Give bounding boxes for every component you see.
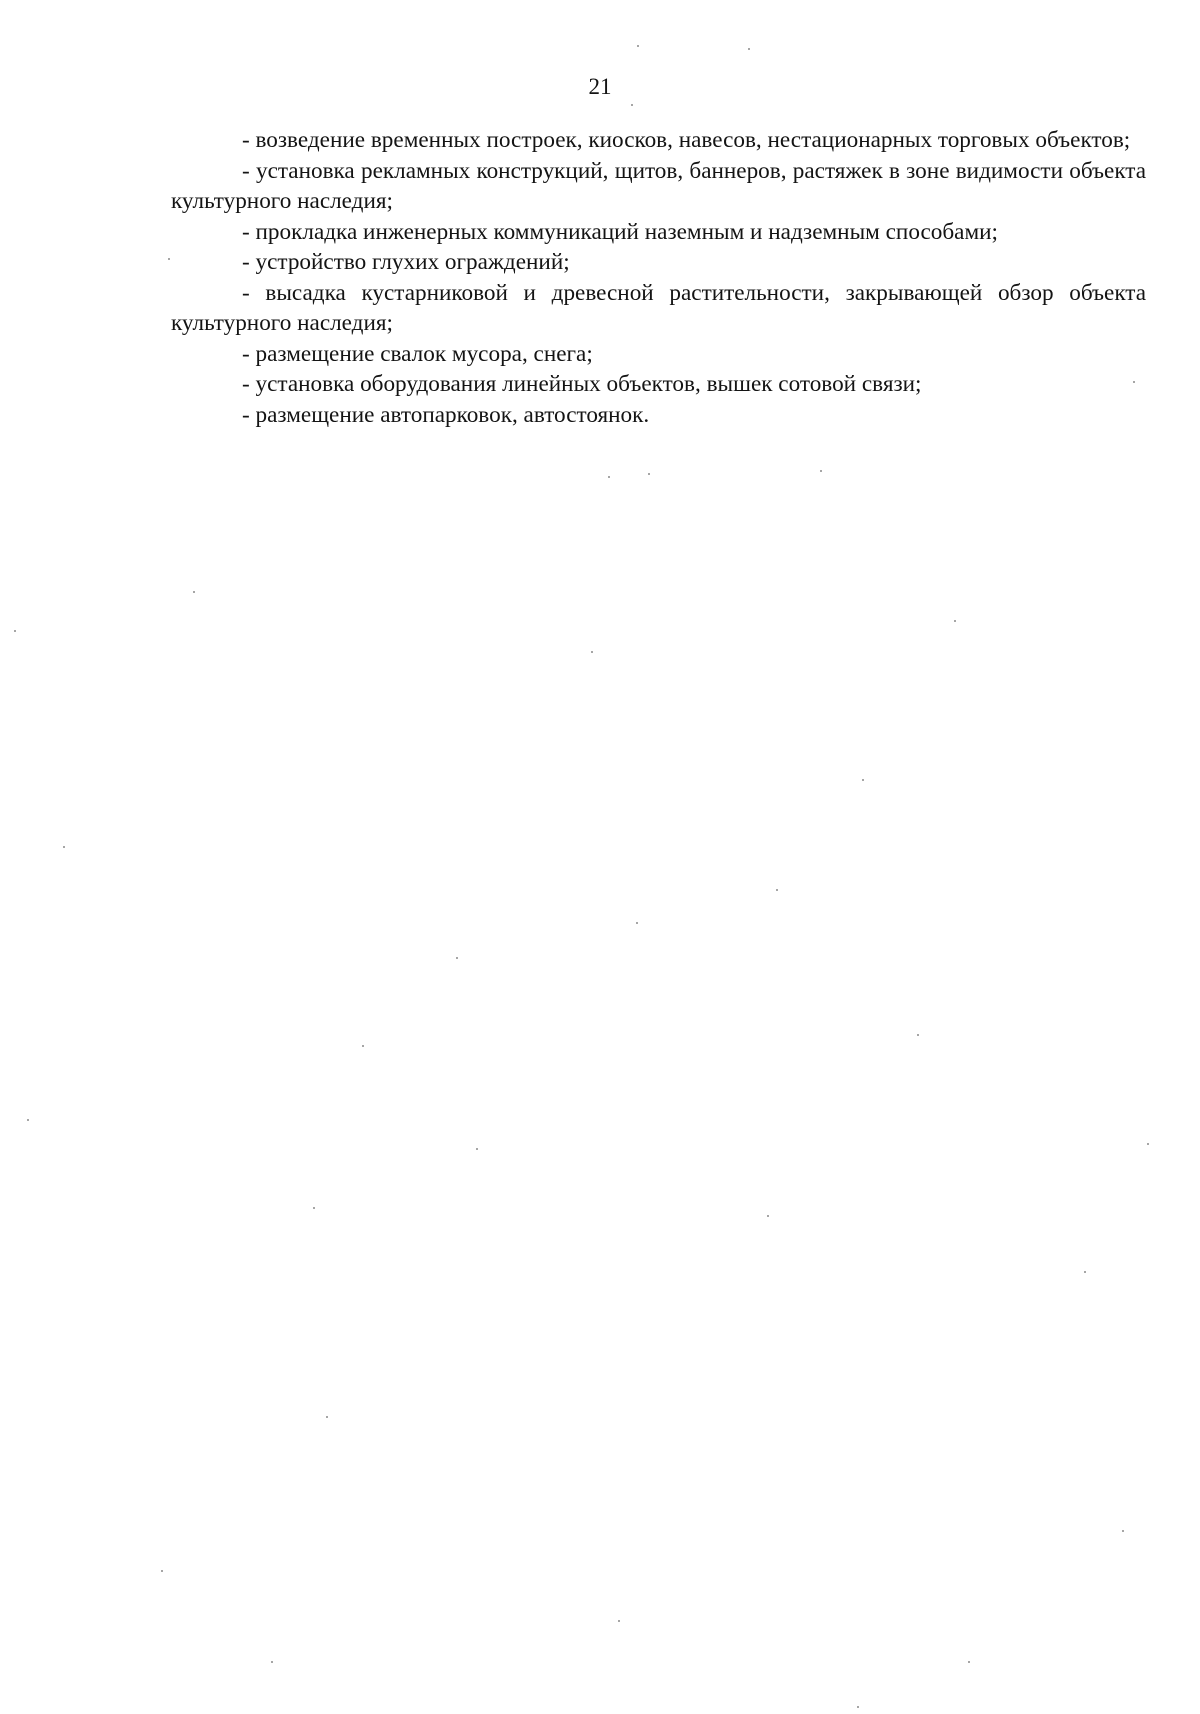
scan-speck	[476, 1148, 478, 1150]
list-item: - возведение временных построек, киосков, навесов, нестационарных торговых объектов;	[242, 127, 1131, 153]
list-item: - прокладка инженерных коммуникаций наземным и надземным способами;	[242, 218, 998, 245]
scan-speck	[591, 651, 593, 653]
scan-speck	[820, 470, 822, 472]
scan-speck	[748, 48, 750, 50]
scan-speck	[648, 473, 650, 475]
scan-speck	[862, 779, 864, 781]
list-item: - размещение автопарковок, автостоянок.	[242, 401, 650, 428]
scan-speck	[193, 591, 195, 593]
list-item: - устройство глухих ограждений;	[242, 249, 570, 275]
scan-speck	[776, 889, 778, 891]
scan-speck	[1122, 1530, 1124, 1532]
scan-speck	[362, 1045, 364, 1047]
list-item: - высадка кустарниковой и древесной растительности, закрывающей обзор объекта культурного наследия;	[171, 279, 1146, 336]
scan-speck	[968, 1661, 970, 1663]
scan-speck	[636, 922, 638, 924]
scan-speck	[161, 1570, 163, 1572]
scan-speck	[608, 476, 610, 478]
scan-speck	[168, 258, 170, 260]
scan-speck	[27, 1119, 29, 1121]
restriction-list	[171, 125, 1146, 430]
list-item: - размещение свалок мусора, снега;	[242, 340, 593, 367]
scan-speck	[857, 1706, 859, 1708]
scan-speck	[767, 1215, 769, 1217]
scan-speck	[313, 1207, 315, 1209]
scan-speck	[631, 104, 633, 106]
scan-speck	[1084, 1271, 1086, 1273]
scan-speck	[326, 1416, 328, 1418]
page-number: 21	[588, 74, 612, 99]
scan-speck	[271, 1661, 273, 1663]
scan-speck	[637, 45, 639, 47]
list-item: - установка оборудования линейных объектов, вышек сотовой связи;	[242, 371, 922, 397]
scan-speck	[917, 1034, 919, 1036]
list-item: - установка рекламных конструкций, щитов, баннеров, растяжек в зоне видимости объекта культурного наследия;	[171, 157, 1146, 214]
scan-speck	[618, 1620, 620, 1622]
scan-speck	[63, 846, 65, 848]
scan-speck	[1147, 1143, 1149, 1145]
scan-speck	[954, 620, 956, 622]
scan-speck	[1133, 381, 1135, 383]
scan-speck	[14, 630, 16, 632]
scan-speck	[456, 957, 458, 959]
